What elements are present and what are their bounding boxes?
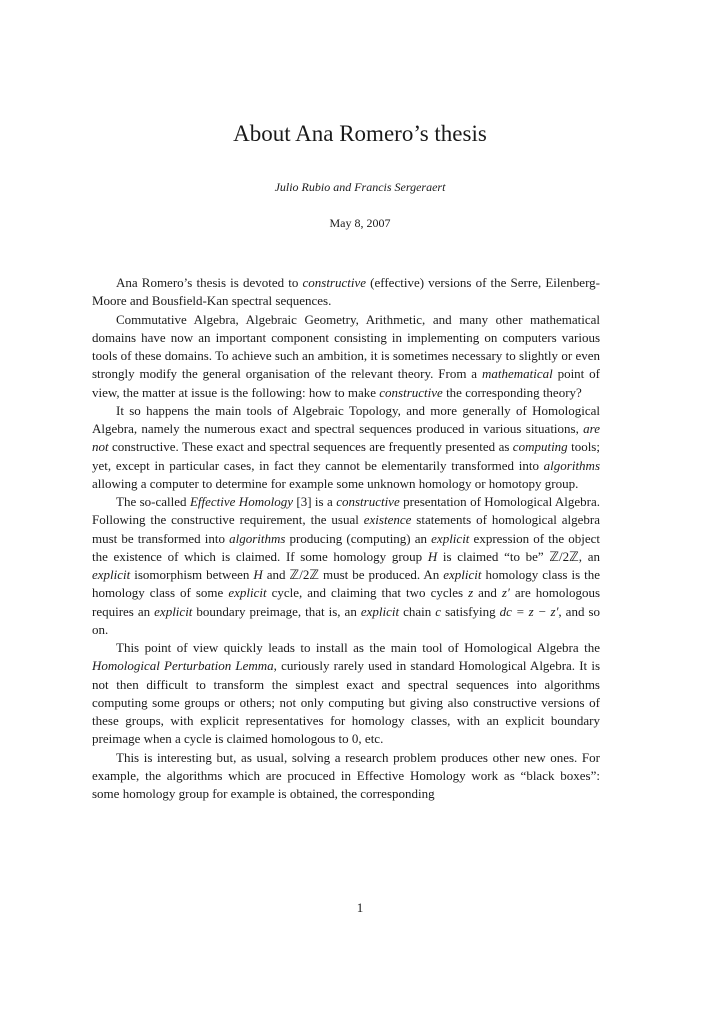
italic-text: explicit [92,567,131,582]
text-run: satisfying [441,603,500,619]
text-run: , and so on. [92,603,601,637]
paragraph [92,311,600,402]
text-run: It so happens the main tools of Algebraic Topology, and more generally of Homological Algebra, namely the numerous exact and spectral sequences produced in various situations, [92,402,600,436]
italic-text: explicit [443,567,482,582]
text-run: statements of homological algebra must be transformed into [92,512,600,546]
italic-text: constructive [379,384,443,400]
italic-text: dc = z − z′ [499,603,559,619]
text-run: point of view, the matter at issue is the following: how to make [92,366,600,400]
text-run: (effective) versions of the Serre, Eilenberg-Moore and Bousfield-Kan spectral sequences. [92,275,600,309]
text-run: Commutative Algebra, Algebraic Geometry, Arithmetic, and many other mathematical domains have now an important component consisting in implementing on computers various tools of these domains. To achieve such an ambition, it is sometimes necessary to slightly or even strongly modify the general organisation of the relevant theory. From a [92,311,600,382]
text-run: constructive. These exact and spectral sequences are frequently presented as [108,439,513,455]
text-run: [3] is a [292,494,337,509]
italic-text: explicit [154,603,193,619]
italic-text: constructive [336,494,400,509]
text-run: and [473,585,502,601]
text-run: expression of the object the existence of which is claimed. If some homology group [92,530,600,564]
paragraph [92,639,600,749]
italic-text: H [253,567,263,582]
text-run: cycle, and claiming that two cycles [266,585,469,601]
text-run: are homologous requires an [92,585,601,619]
text-run: and ℤ/2ℤ must be produced. An [262,567,444,582]
paragraph [92,749,600,804]
text-run: allowing a computer to determine for example some unknown homology or homotopy group. [92,475,579,491]
text-run: This point of view quickly leads to install as the main tool of Homological Algebra the [116,640,600,655]
italic-text: c [435,603,442,619]
text-run: chain [399,603,436,619]
italic-text: algorithms [229,530,286,546]
paragraph [92,274,600,311]
italic-text: existence [363,512,412,528]
text-run: homology class is the homology class of some [92,567,600,601]
text-run: boundary preimage, that is, an [192,603,361,619]
text-run: the corresponding theory? [442,384,582,400]
italic-text: computing [512,439,568,455]
italic-text: z [468,585,474,601]
paper-date: May 8, 2007 [329,216,391,230]
text-run: The so-called [116,494,190,509]
italic-text: Homological Perturbation Lemma [92,658,274,674]
italic-text: constructive [302,275,367,290]
paragraph [92,493,600,639]
italic-text: explicit [360,603,400,619]
italic-text: mathematical [481,366,553,382]
paragraph [92,402,600,493]
italic-text: explicit [228,585,267,601]
paper-authors: Julio Rubio and Francis Sergeraert [274,180,446,194]
italic-text: Effective Homology [189,494,293,509]
italic-text: explicit [431,530,470,546]
text-run: This is interesting but, as usual, solving a research problem produces other new ones. For example, the algorithms which are procuced in Effective Homology work as “black boxes”: some homology group for example is obtained, the corresponding [92,749,600,801]
text-run: isomorphism between [130,567,254,582]
text-run: , curiously rarely used in standard Homological Algebra. It is not then difficult to transform the simplest exact and spectral sequences into algorithms computing some groups or others; not only computing but giving also constructive versions of these groups, with explicit representatives for homology classes, with an explicit boundary preimage when a cycle is claimed homologous to 0, etc. [92,658,601,747]
italic-text: algorithms [543,457,600,473]
text-run: tools; yet, except in particular cases, in fact they cannot be elementarily transformed into [92,439,600,473]
text-run: presentation of Homological Algebra. Following the constructive requirement, the usual [92,494,600,528]
italic-text: are not [92,421,600,455]
italic-text: H [427,548,438,564]
text-run: producing (computing) an [285,530,432,546]
text-run: is claimed “to be” ℤ/2ℤ, an [437,548,601,564]
paper-title: About Ana Romero’s thesis [233,121,487,146]
paper-body [92,274,600,803]
italic-text: z′ [501,585,510,601]
text-run: Ana Romero’s thesis is devoted to [116,275,303,290]
page-number: 1 [356,900,364,915]
